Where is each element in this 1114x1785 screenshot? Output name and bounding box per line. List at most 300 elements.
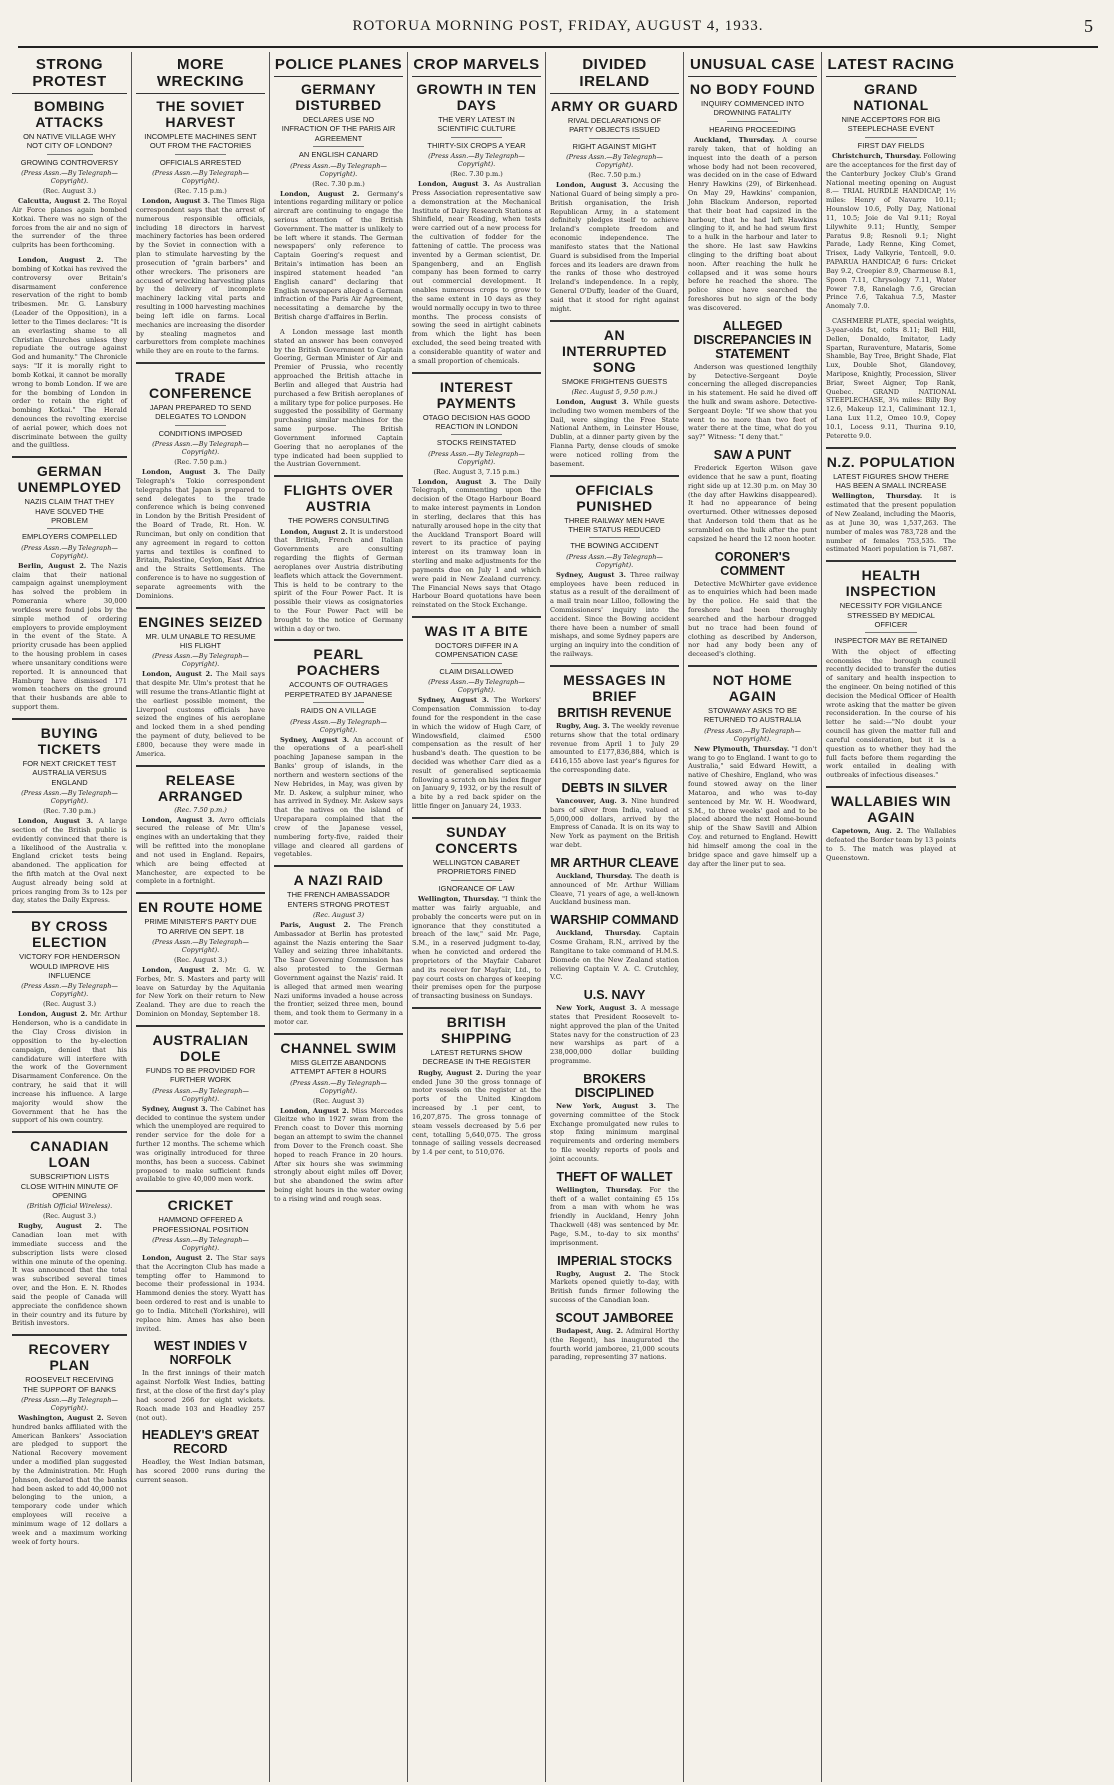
article: [550, 988, 679, 1066]
column-7: [822, 52, 960, 1782]
article-headline: ENGINES SEIZED: [138, 613, 263, 630]
press-credit: (British Official Wireless).: [26, 1202, 113, 1211]
press-credit: (Press Assn.—By Telegraph—Copyright).: [566, 153, 663, 170]
dateline: Rugby, Aug. 3.: [556, 721, 610, 730]
article-deck: INQUIRY COMMENCED INTO DROWNING FATALITY: [701, 99, 804, 118]
article-divider: [688, 665, 817, 667]
article-deck: ROOSEVELT RECEIVING THE SUPPORT OF BANKS: [22, 1375, 117, 1394]
column-heading: LATEST RACING: [826, 56, 956, 77]
article-headline: A NAZI RAID: [293, 872, 384, 889]
article-subheading: HEADLEY'S GREAT RECORD: [141, 1428, 260, 1457]
columns: [8, 52, 1108, 1782]
article-body: [412, 895, 541, 1001]
press-credit: (Press Assn.—By Telegraph—Copyright).: [152, 652, 249, 669]
press-credit: (Rec. August 5, 9.50 p.m.): [571, 387, 658, 396]
article: [136, 1339, 265, 1422]
article: [136, 607, 265, 759]
article-text: The bombing of Kotkai has revived the controversy over Britain's disarmament conference reservation of the right to bomb tribesmen. Mr. G. Lansbury (Leader of the Opposition), in a letter to the Times declares: "It is an everlasting shame to all Christian Churches unless they repudiate the outrage against God and humanity." The Chronicle says: "If it is morally right to bomb Kotkai, it cannot be morally wrong to bomb London. If we are for the bombing of London in order to retain the right of bombing Kotkai." The Herald denounces the revolting exercise of aerial power, which does not discriminate between the guilty and the guiltless.: [12, 256, 127, 450]
article: [136, 765, 265, 887]
article-subheading: THEFT OF WALLET: [556, 1169, 673, 1184]
press-credit: (Press Assn.—By Telegraph—Copyright).: [21, 1396, 118, 1412]
dateline: Vancouver, Aug. 3.: [556, 796, 628, 805]
article-text: "I think the matter was fairly arguable, and probably the concerts were put on in ignorance that they constituted a breach of the law," said Mr. Page, S.M., in a reserved judgment to-day, when he convicted and ordered the proprietors of the Mayfair Cabaret and its receiver for Mayfair, Ltd., to pay court costs on charges of keeping their premises open for the purpose of transacting business on Sundays.: [412, 895, 541, 1001]
article: [688, 550, 817, 659]
article-body: [274, 736, 403, 860]
article-text: Three railway employees have been reduced in status as a result of the derailment of a mail train near Lilloo, following the Commissioners' inquiry into the accident. Since the Bowing accident there have been a number of small mishaps, and some Sydney papers are urging an inquiry into the condition of the railways.: [550, 570, 679, 659]
article-subheading: SCOUT JAMBOREE: [555, 1310, 674, 1325]
article-body: [688, 363, 817, 442]
article-text: The Stock Markets opened quietly to-day, with British funds firmer following the success of the Canadian loan.: [550, 1269, 679, 1305]
article-deck: HAMMOND OFFERED A PROFESSIONAL POSITION: [152, 1215, 249, 1234]
article-text: A course rarely taken, that of holding an inquest into the death of a person whose body had not been recovered, was decided on in the case of Edward Henry Hawkins (29), of Birkenhead. On May 29, Hawkins' companion, John Blackum Anderson, reported that their boat had capsized in the harbour, that he had left Hawkins clinging to it, and he had swum first to a hulk in the harbour and later to the shore. He last saw Hawkins clinging to the drifting boat about noon. After reaching the hulk he collapsed and it was some hours before he reached the shore. The police since have searched the foreshores but no sign of the body was discovered.: [688, 136, 817, 312]
column-1: [8, 52, 132, 1782]
article-body: [136, 1458, 265, 1484]
dateline: Sydney, August 3.: [142, 1104, 208, 1113]
article-divider: [136, 1025, 265, 1027]
article-body: [136, 1369, 265, 1422]
article-text: The Times Riga correspondent says that the arrest of numerous responsible officials, including 18 directors in harvest machinery factories has been ordered by the Soviet in connection with a plan to stimulate harvesting by the prosecution of "grain barbers" and other wreckers. The prisoners are accused of wrecking harvesting plans by the delivery of incomplete machinery lacking vital parts and resulting in 1000 harvesting machines being left idle on farms. Local mechanics are increasing the disorder by stealing magnetos and carburettors from complete machines while they are en route to the farms.: [136, 197, 265, 356]
dateline: Sydney, August 3.: [280, 735, 350, 744]
article: [274, 865, 403, 1027]
article: [688, 448, 817, 543]
article-divider: [826, 447, 956, 449]
article-subheading: BROKERS DISCIPLINED: [574, 1071, 655, 1100]
deck-rule: [589, 537, 641, 538]
article-text: The Wallabies defeated the Border team by 13 points to 5. The match was played at Queenstown.: [826, 827, 956, 862]
article-subheading: CORONER'S COMMENT: [714, 549, 791, 578]
article: [274, 475, 403, 633]
article-text: "I don't wang to go to England. I want to go to Australia," said Edward Hewitt, a native of Cheshire, England, who was found stowed away on the liner Mataroa, and who was to-day sentenced by Mr. W. H. Woodward, S.M., to three weeks' gaol and to be placed aboard the next Home-bound ship of the Shaw Savill and Albion Coy. and returned to England. Hewitt hid himself among the coal in the bridge space and gave himself up a day after the liner put to sea.: [688, 744, 817, 868]
article-headline: RECOVERY PLAN: [28, 1341, 111, 1374]
article-text: The governing committee of the Stock Exchange promulgated new rules to stop fixing minimum marginal requirements and ordering members to file weekly reports of pools and joint accounts.: [550, 1101, 679, 1163]
article-headline: NOT HOME AGAIN: [712, 672, 793, 705]
article: [12, 718, 127, 905]
article-body: [550, 1186, 679, 1248]
article-deck: MISS GLEITZE ABANDONS ATTEMPT AFTER 8 HOURS: [290, 1057, 387, 1077]
article: [412, 81, 541, 366]
column-heading: MORE WRECKING: [136, 56, 265, 94]
dateline: London, August 2.: [280, 189, 360, 198]
article-divider: [274, 639, 403, 641]
article-body: [412, 180, 541, 365]
article-body: [136, 468, 265, 600]
dateline: Washington, August 2.: [18, 1414, 104, 1422]
article-body: [12, 256, 127, 450]
article-deck: OTAGO DECISION HAS GOOD REACTION IN LONDON: [422, 412, 531, 431]
article-text: Captain Cosme Graham, R.N., arrived by the Rangitane to take command of H.M.S. Diomede on the New Zealand station relieving Captain V. A. C. Crutchley, V.C.: [550, 929, 679, 982]
article-body: [412, 1069, 541, 1157]
article-deck: MR. ULM UNABLE TO RESUME HIS FLIGHT: [145, 631, 256, 650]
article-deck: THE VERY LATEST IN SCIENTIFIC CULTURE: [437, 115, 516, 134]
article-body: [826, 648, 956, 780]
article-deck-secondary: OFFICIALS ARRESTED: [159, 157, 242, 167]
column-heading: CROP MARVELS: [412, 56, 541, 77]
press-credit: (Press Assn.—By Telegraph—Copyright).: [152, 937, 249, 954]
press-credit: (Press Assn.—By Telegraph—Copyright).: [152, 440, 249, 457]
article-body: [136, 1105, 265, 1184]
dateline: Budapest, Aug. 2.: [556, 1326, 624, 1335]
article-deck: DECLARES USE NO INFRACTION OF THE PARIS AIR AGREEMENT: [281, 115, 396, 143]
article: [550, 1254, 679, 1305]
article-divider: [136, 1190, 265, 1192]
article-text: Nine hundred bars of silver from India, valued at 5,000,000 dollars, arrived by the Empress of Canada. It is on its way to New York as payment on the British war debt.: [550, 796, 680, 850]
article-text: Following are the acceptances for the first day of the Canterbury Jockey Club's Grand National meeting opening on August 8.— TRIAL HURDLE HANDICAP, 1½ miles: Henry of Navarre 10.11; Hounslow 10.6, Polly Day, National 11, 10.5; Joie de Val 9.11; Royal Lilywhite 9.11; Huntly, Semper Paratus 9.8; Resnoli 9.1; Night Parade, Lady Renne, King Comet, Trisex, Lady Valkyrie, Tentcell, 9.0. PAPARUA HANDICAP, 6 furs: Cricket Bay 9.2, Creepier 8.9, Charmeuse 8.1, Spoon 7.11, Chrysology 7.11, Water Power 7.8, Ranelagh 7.6, Grecian Prince 7.6, Takahua 7.5, Master Anomaly 7.0.: [826, 152, 956, 311]
article-text: It is understood that British, French and Italian Governments are consulting regarding the flights of German aeroplanes over Austria distributing leaflets which attack the Government. This is held to be contrary to the spirit of the Four Power Pact. It is possible their views as cosignatories to the Four Power Pact will be brought to the notice of Germany within a day or two.: [274, 527, 403, 633]
deck-rule: [313, 702, 365, 703]
deck-rule: [47, 154, 93, 155]
dateline: Sydney, August 3.: [556, 570, 626, 579]
article-text: While guests including two women members of the Dail, were singing the Free State National Anthem, in Leinster House, Dublin, at a dinner party given by the Fianna Party, dense clouds of smoke were noticed rolling from the basement.: [550, 397, 679, 468]
article-body: [274, 528, 403, 634]
column-5: [546, 52, 684, 1782]
article-headline: TRADE CONFERENCE: [148, 369, 252, 402]
article-divider: [136, 892, 265, 894]
article-headline: GROWTH IN TEN DAYS: [416, 81, 537, 113]
article-body: [550, 929, 679, 982]
press-credit: (Rec. 7.50 p.m.): [174, 805, 227, 814]
article-text: The Royal Air Force planes again bombed Kotkai. There was no sign of the forces from the air and no sign of the surrender of the three culprits has been forthcoming.: [12, 197, 127, 250]
article-body: [412, 478, 541, 610]
dateline: Capetown, Aug. 2.: [832, 827, 904, 836]
article: [274, 81, 403, 322]
article-deck: THE FRENCH AMBASSADOR ENTERS STRONG PROTEST: [287, 890, 390, 909]
article-headline: SUNDAY CONCERTS: [435, 823, 518, 856]
article-body: [136, 966, 265, 1019]
article: [550, 781, 679, 850]
article-deck: SMOKE FRIGHTENS GUESTS: [561, 376, 668, 386]
article-divider: [274, 865, 403, 867]
press-credit: (Press Assn.—By Telegraph—Copyright).: [21, 789, 118, 806]
article-text: Headley, the West Indian batsman, has scored 2000 runs during the current season.: [136, 1458, 265, 1484]
article-body: [550, 1327, 679, 1362]
dateline: London, August 2.: [142, 965, 219, 974]
deck-rule: [727, 121, 779, 122]
article: [136, 1428, 265, 1484]
deck-rule: [313, 146, 365, 147]
press-credit: (Press Assn.—By Telegraph—Copyright).: [21, 169, 118, 186]
article-body: [412, 696, 541, 811]
article-deck: DOCTORS DIFFER IN A COMPENSATION CASE: [435, 641, 518, 660]
article: [12, 256, 127, 450]
article-divider: [12, 456, 127, 458]
article: [550, 665, 679, 775]
dateline: London, August 3.: [556, 397, 629, 406]
article-deck: WELLINGTON CABARET PROPRIETORS FINED: [433, 857, 520, 877]
article-body: [274, 1107, 403, 1204]
article-divider: [274, 475, 403, 477]
article-subheading: BRITISH REVENUE: [557, 705, 672, 720]
article-text: The Daily Telegraph's Tokio correspondent telegraphs that Japan is prepared to send delegates to the trade conference which is being convened in London by the British President of the Board of Trade, Rt. Hon. W. Runciman, but only on condition that any agreement in regard to cotton yarns and textiles is confined to Britain, Palestine, Ceylon, East Africa and the Straits Settlements. The conference is to have no suggestion of separate agreements with the Dominions.: [136, 468, 265, 600]
article-body: [12, 1010, 127, 1125]
article-subheading: MR ARTHUR CLEAVE: [550, 855, 679, 870]
article-text: Mr. G. W. Forbes, Mr. S. Masters and party will leave on Saturday by the Aquitania for New York on their return to New Zealand. They are due to reach the Dominion on Monday, September 18.: [136, 965, 265, 1019]
article-deck: STOWAWAY ASKS TO BE RETURNED TO AUSTRALIA: [703, 706, 802, 725]
article-deck-secondary: HEARING PROCEEDING: [709, 124, 796, 134]
article-body: [550, 872, 679, 907]
article-headline: NO BODY FOUND: [689, 81, 816, 97]
article-deck-secondary: AN ENGLISH CANARD: [298, 150, 379, 160]
deck-rule: [589, 138, 641, 139]
article-subheading: ALLEGED DISCREPANCIES IN STATEMENT: [693, 318, 812, 361]
article-body: [136, 1254, 265, 1333]
article: [550, 1311, 679, 1362]
article-headline: EN ROUTE HOME: [138, 899, 263, 916]
article-body: [826, 827, 956, 862]
article-subheading: WEST INDIES V NORFOLK: [153, 1339, 248, 1368]
dateline: Berlin, August 2.: [18, 561, 87, 570]
article-body: [688, 745, 817, 869]
article-text: It is estimated that the present population of New Zealand, including the Maoris, as at June 30, was 1,537,263. The number of males was 783,728 and the number of females 753,535. The estimated Maori population is 71,687.: [826, 492, 956, 554]
article-divider: [136, 362, 265, 364]
article-text: An account of the operations of a pearl-shell poaching Japanese sampan in the Banks' group of islands, in the northern and western sections of the New Hebrides, in May, was given by Mr. D. Askew, a sulphur miner, who has arrived in Sydney. Mr. Askew says that the natives on the island of Ureparapara complained that the crew of the Japanese vessel, numbering forty-five, raided their village and cleared all gardens of vegetables.: [274, 735, 403, 859]
deck-rule: [451, 663, 503, 664]
deck-rule: [451, 434, 503, 435]
received-date: (Rec. August 3.): [173, 955, 228, 964]
article-deck: LATEST RETURNS SHOW DECREASE IN THE REGISTER: [422, 1048, 531, 1067]
received-date: (Rec. 7.50 p.m.): [588, 171, 641, 180]
article: [412, 372, 541, 611]
article-subheading: SAW A PUNT: [713, 448, 792, 463]
article-headline: PEARL POACHERS: [296, 646, 381, 679]
article-headline: N.Z. POPULATION: [826, 453, 956, 470]
article-text: The Daily Telegraph, commenting upon the decision of the Otago Harbour Board to make interest payments in London in sterling, declares that this has naturally aroused hope in the city that the Auckland Transport Board will revert to its practice of paying interest on its tramway loan in sterling and make adjustments for the payments due on July 1 and which were paid in New Zealand currency. The Financial News says that Otago Harbour Board quotations have been reinstated on the Stock Exchange.: [412, 477, 541, 610]
dateline: Wellington, Thursday.: [418, 895, 500, 904]
dateline: Auckland, Thursday.: [556, 871, 633, 880]
article-text: Avro officials secured the release of Mr. Ulm's engines with an undertaking that they will be refitted into the monoplane and not used in England. Repairs, which are being effected at Manchester, are expected to be complete in a fortnight.: [136, 815, 265, 886]
article: [550, 475, 679, 659]
dateline: London, August 3.: [142, 815, 215, 824]
article: [826, 786, 956, 862]
article-deck-secondary: THE BOWING ACCIDENT: [570, 541, 659, 551]
article: [550, 913, 679, 982]
column-heading: STRONG PROTEST: [12, 56, 127, 94]
article-headline: ARMY OR GUARD: [550, 98, 679, 114]
article: [12, 1131, 127, 1328]
column-6: [684, 52, 822, 1782]
article-divider: [550, 475, 679, 477]
article: [12, 1334, 127, 1546]
masthead: [18, 6, 1098, 48]
article-text: The Cabinet has decided to continue the system under which the unemployed are required to render service for the dole for a further 12 months. The scheme which was originally introduced for three months, has been a success. Cabinet proposed to make sufficient funds available to give 40,000 men work.: [136, 1104, 265, 1184]
article-body: [688, 136, 817, 313]
column-heading: POLICE PLANES: [274, 56, 403, 77]
deck-rule: [47, 528, 93, 529]
article-body: [550, 797, 679, 850]
article: [550, 856, 679, 907]
dateline: Sydney, August 3.: [418, 696, 489, 705]
article-deck-secondary: IGNORANCE OF LAW: [438, 883, 515, 893]
article-text: Mr. Arthur Henderson, who is a candidate in the Clay Cross division in opposition to the by-election campaign, denied that his candidature will interfere with the work of the Government Disarmament Conference. On the contrary, he said that it will increase his influence. A large majority would show the Government that he has the support of his own country.: [12, 1010, 127, 1125]
article-body: [274, 921, 403, 1027]
article-subheading: DEBTS IN SILVER: [561, 780, 668, 795]
dateline: Wellington, Thursday.: [556, 1185, 643, 1194]
article-deck: FUNDS TO BE PROVIDED FOR FURTHER WORK: [145, 1065, 256, 1085]
article-headline: OFFICIALS PUNISHED: [575, 481, 654, 514]
article-deck-secondary: INSPECTOR MAY BE RETAINED: [834, 636, 948, 646]
press-credit: (Press Assn.—By Telegraph—Copyright).: [152, 169, 249, 186]
dateline: Auckland, Thursday.: [694, 136, 775, 145]
received-date: (Rec. August 3, 7.15 p.m.): [433, 467, 520, 476]
article-text: The Nazis claim that their national campaign against unemployment has solved the problem in Pomerania where 30,000 workless were found jobs by the simple method of ordering employers to provide employment in the event of the State. A priority crusade has been applied to the housing problem in cases where unsanitary conditions were reported. It is announced that Hamburg have dismissed 171 women teachers on the ground that their husbands are able to support them.: [12, 561, 127, 712]
column-2: [132, 52, 270, 1782]
received-date: (Rec. August 3.): [42, 187, 97, 196]
article-text: Seven hundred banks affiliated with the American Bankers' Association are pledged to support the National Recovery movement under a modified plan suggested by the Administration. Mr. Hugh Johnson, declared that the banks had been asked to add 40,000 not belonging to the union, a temporary code under which employees will receive a minimum wage of 12 dollars a week and a maximum working week of forty hours.: [12, 1414, 127, 1546]
press-credit: (Press Assn.—By Telegraph—Copyright).: [428, 449, 525, 466]
article-text: The Star says that the Accrington Club has made a tempting offer to Hammond to become their professional in 1934. Hammond denies the story. Wyatt has been ordered to rest and is unable to go to India. Mitchell (Yorkshire), will replace him. Ames has also been invited.: [136, 1253, 265, 1333]
article-deck: JAPAN PREPARED TO SEND DELEGATES TO LONDON: [149, 403, 252, 422]
dateline: New York, August 3.: [556, 1004, 637, 1013]
article: [12, 456, 127, 712]
dateline: London, August 2.: [18, 256, 104, 265]
article-deck: ACCOUNTS OF OUTRAGES PERPETRATED BY JAPANESE: [284, 680, 393, 699]
article-body: [12, 817, 127, 905]
article-divider: [12, 718, 127, 720]
article-deck: THE POWERS CONSULTING: [287, 516, 390, 526]
dateline: Wellington, Thursday.: [832, 492, 923, 501]
article-deck: THREE RAILWAY MEN HAVE THEIR STATUS REDUCED: [564, 515, 665, 534]
column-3: [270, 52, 408, 1782]
article-subheading: U.S. NAVY: [583, 988, 646, 1003]
article-text: The Canadian loan met with immediate success and the subscription lists were closed within one minute of the opening. It was announced that the total was subscribed several times over, and the Hon. E. N. Rhodes said the people of Canada will appreciate the confidence shown in their country and its future by British investors.: [12, 1222, 127, 1328]
article-deck-secondary: RAIDS ON A VILLAGE: [300, 706, 377, 716]
article-headline: CRICKET: [167, 1197, 234, 1214]
press-credit: (Press Assn.—By Telegraph—Copyright).: [152, 1086, 249, 1103]
article-deck: NAZIS CLAIM THAT THEY HAVE SOLVED THE PROBLEM: [24, 497, 115, 526]
article-headline: WAS IT A BITE: [424, 623, 529, 640]
article-text: For the theft of a wallet containing £5 15s from a man with whom he was friendly in Auckland, Henry John Thackwell (48) was sentenced by Mr. Page, S.M., to-day to six months' imprisonment.: [550, 1185, 679, 1247]
column-heading: UNUSUAL CASE: [688, 56, 817, 77]
article-subheading: IMPERIAL STOCKS: [557, 1253, 672, 1268]
article-divider: [412, 372, 541, 374]
article-headline: GERMAN UNEMPLOYED: [17, 463, 122, 496]
article-text: With the object of effecting economies the borough council recently decided to transfer the duties of sanitary and health inspection to the engineer. On being notified of this decision the Medical Officer of Health wrote asking that the matter be given reconsideration. In the course of his letter he said:—"No doubt your council has given the matter full and careful consideration, but it is a question as to whether they had the full facts before them regarding the work entailed in dealing with outbreaks of infectious diseases.": [826, 647, 956, 780]
article-deck-secondary: FIRST DAY FIELDS: [857, 140, 925, 150]
dateline: Paris, August 2.: [280, 920, 351, 929]
article-text: A London message last month stated an answer has been conveyed by the British Government to Captain Goering, German Minister of Air and Premier of Prussia, who recently approached the British attache in Berlin and alleged that Austria had purchased a few British aeroplanes of a military type for police purposes. He suggested the possibility of Germany purchasing similar machines for the same purpose. The British Government informed Captain Goering that no aeroplanes of the type indicated had been supplied to the Austrian Government.: [274, 327, 403, 469]
article: [688, 81, 817, 313]
article: [550, 1072, 679, 1164]
article-headline: GERMANY DISTURBED: [295, 81, 382, 113]
deck-rule: [451, 880, 503, 881]
article: [12, 98, 127, 250]
article-text: The weekly revenue returns show that the total ordinary revenue from April 1 to July 29 amounted to £177,836,884, which is £416,155 above last year's figures for the corresponding date.: [550, 721, 680, 775]
article-headline: CANADIAN LOAN: [30, 1138, 109, 1171]
press-credit: (Press Assn.—By Telegraph—Copyright).: [152, 1235, 249, 1252]
column-4: [408, 52, 546, 1782]
article-body: [826, 152, 956, 311]
received-date: (Rec. August 3): [313, 1096, 364, 1105]
article-text: The French Ambassador at Berlin has protested against the Nazis entering the Saar Valley and seizing three inhabitants. The Saar Governing Commission has also protested to the German Government against the Nazis' raid. It is alleged that armed men wearing Nazi uniforms invaded a house across the frontier, seized three men, bound them, and took them to Germany in a motor car.: [274, 920, 403, 1027]
article: [274, 328, 403, 469]
article-deck-secondary: CLAIM DISALLOWED: [439, 666, 514, 676]
article-divider: [412, 616, 541, 618]
article: [688, 665, 817, 868]
article-deck-secondary: CONDITIONS IMPOSED: [158, 428, 243, 438]
article-deck: PRIME MINISTER'S PARTY DUE TO ARRIVE ON SEPT. 18: [144, 917, 257, 936]
article-divider: [12, 1334, 127, 1336]
article-deck: NECESSITY FOR VIGILANCE STRESSED BY MEDICAL OFFICER: [839, 601, 943, 629]
article-body: [550, 398, 679, 469]
article-deck: VICTORY FOR HENDERSON WOULD IMPROVE HIS INFLUENCE: [19, 952, 120, 981]
page-number: 5: [1084, 16, 1094, 36]
dateline: London, August 2.: [142, 1253, 213, 1262]
article-deck: NINE ACCEPTORS FOR BIG STEEPLECHASE EVENT: [841, 115, 941, 134]
press-credit: (Press Assn.—By Telegraph—Copyright).: [290, 1078, 387, 1095]
article-divider: [412, 1007, 541, 1009]
article-deck: LATEST FIGURES SHOW THERE HAS BEEN A SMALL INCREASE: [833, 471, 949, 490]
article-body: [826, 492, 956, 554]
press-credit: (Press Assn.—By Telegraph—Copyright).: [428, 152, 525, 169]
article-body: [688, 580, 817, 659]
article-text: A message states that President Roosevelt to-night approved the plan of the United States navy for the construction of 23 new warships as part of a 238,000,000 dollar building programme.: [550, 1004, 679, 1066]
article-text: The Mail says that despite Mr. Ulm's protest that he will resume the trans-Atlantic flight at the earliest possible moment, the Liverpool customs officials have seized the engines of his aeroplane and locked them in a shed pending the payment of duty, believed to be £800, because they were made in America.: [136, 670, 265, 758]
dateline: London, August 2.: [280, 527, 348, 536]
press-credit: (Press Assn.—By Telegraph—Copyright).: [704, 726, 801, 743]
deck-rule: [865, 632, 917, 633]
article-divider: [136, 607, 265, 609]
article: [826, 447, 956, 555]
article-body: [550, 1102, 679, 1164]
article-text: A large section of the British public is evidently convinced that there is a likelihood of the Australia v. England cricket tests being abandoned. The application for the fifth match at the Oval next August already being sold at prices ranging from 3s to 12s per day, states the Daily Express.: [12, 817, 127, 905]
article: [136, 1190, 265, 1333]
article: [136, 1025, 265, 1184]
article-headline: BUYING TICKETS: [37, 724, 102, 757]
article: [136, 362, 265, 601]
article: [412, 616, 541, 811]
press-credit: (Press Assn.—By Telegraph—Copyright).: [428, 678, 525, 695]
article-body: [136, 816, 265, 887]
article-deck: FOR NEXT CRICKET TEST AUSTRALIA VERSUS ENGLAND: [22, 758, 117, 787]
dateline: New York, August 3.: [556, 1101, 656, 1110]
article-text: In the first innings of their match against Norfolk West Indies, batting first, at the close of the first day's play had scored 266 for eight wickets. Roach made 103 and Headley 257 (not out).: [136, 1369, 265, 1422]
article: [136, 98, 265, 356]
article-divider: [412, 817, 541, 819]
article-body: [274, 190, 403, 322]
dateline: London, August 3.: [18, 817, 94, 826]
article: [136, 892, 265, 1019]
dateline: London, August 3.: [556, 181, 629, 190]
article-deck: ON NATIVE VILLAGE WHY NOT CITY OF LONDON?: [23, 132, 116, 151]
article-text: Anderson was questioned lengthily by Detective-Sergeant Doyle concerning the alleged discrepancies in his statement. He said he dived off the hulk and swam ashore. Detective-Sergeant Doyle: "If we show that you went to no more than two feet of water there at the time, what do you say?" Witness: "I deny that.": [688, 362, 817, 442]
dateline: Rugby, August 2.: [556, 1269, 631, 1278]
article-body: [550, 1270, 679, 1305]
dateline: Calcutta, August 2.: [18, 197, 91, 206]
article-deck: RIVAL DECLARATIONS OF PARTY OBJECTS ISSUED: [567, 116, 662, 135]
article-body: [136, 670, 265, 758]
article: [826, 560, 956, 780]
press-credit: (Press Assn.—By Telegraph—Copyright).: [566, 552, 663, 569]
press-credit: (Press Assn.—By Telegraph—Copyright).: [21, 982, 118, 999]
article-text: Miss Mercedes Gleitze who in 1927 swam from the French coast to Dover this morning began an attempt to swim the channel from Dover to the French coast. She hoped to reach France in 20 hours. After six hours she was swimming strongly about eight miles off Dover, but she abandoned the swim after being eight hours in the water owing to a rising wind and rough seas.: [274, 1106, 403, 1203]
article-deck-secondary: STOCKS REINSTATED: [436, 438, 517, 448]
deck-rule: [451, 137, 503, 138]
article-headline: INTEREST PAYMENTS: [436, 378, 517, 411]
article-headline: GRAND NATIONAL: [853, 81, 929, 113]
article-divider: [136, 765, 265, 767]
deck-rule: [865, 137, 917, 138]
dateline: London, August 3.: [418, 180, 490, 189]
article: [826, 317, 956, 441]
article-text: CASHMERE PLATE, special weights, 3-year-olds fst, colts 8.11; Bell Hill, Dellen, Donaldo, Imitator, Lady Spartan, Ruraventure, Mataris, Some Shamble, Bay Tree, Bright Shade, Flat Lux, Double Shot, Glandovey, Maripose, Knightly, Procession, Sliver Briar, Sweet Aigner, Top Rank, Quebec. GRAND NATIONAL STEEPLECHASE, 3¼ miles: Billy Boy 12.6, Makeup 12.1, Caliminant 12.1, Lana Lux 11.2, Omeo 10.9, Copey 10.1, Locess 9.11, Thurina 9.10, Peterette 9.0.: [826, 317, 956, 440]
article-headline: CHANNEL SWIM: [280, 1039, 397, 1056]
dateline: London, August 2.: [280, 1106, 349, 1115]
article-divider: [550, 320, 679, 322]
article-text: Frederick Egerton Wilson gave evidence that he saw a punt, floating right side up at 12.30 p.m. on May 30 (the day after Hawkins disappeared). It had no appearance of being overturned. Other witnesses deposed that Anderson told them that as he scrambled on the hulk after the punt capsized he heard the 12 noon hooter.: [688, 464, 817, 543]
received-date: (Rec. 7.30 p.m.): [43, 807, 96, 816]
article-divider: [826, 786, 956, 788]
article-body: [550, 571, 679, 659]
article-headline: AN INTERRUPTED SONG: [561, 326, 668, 375]
